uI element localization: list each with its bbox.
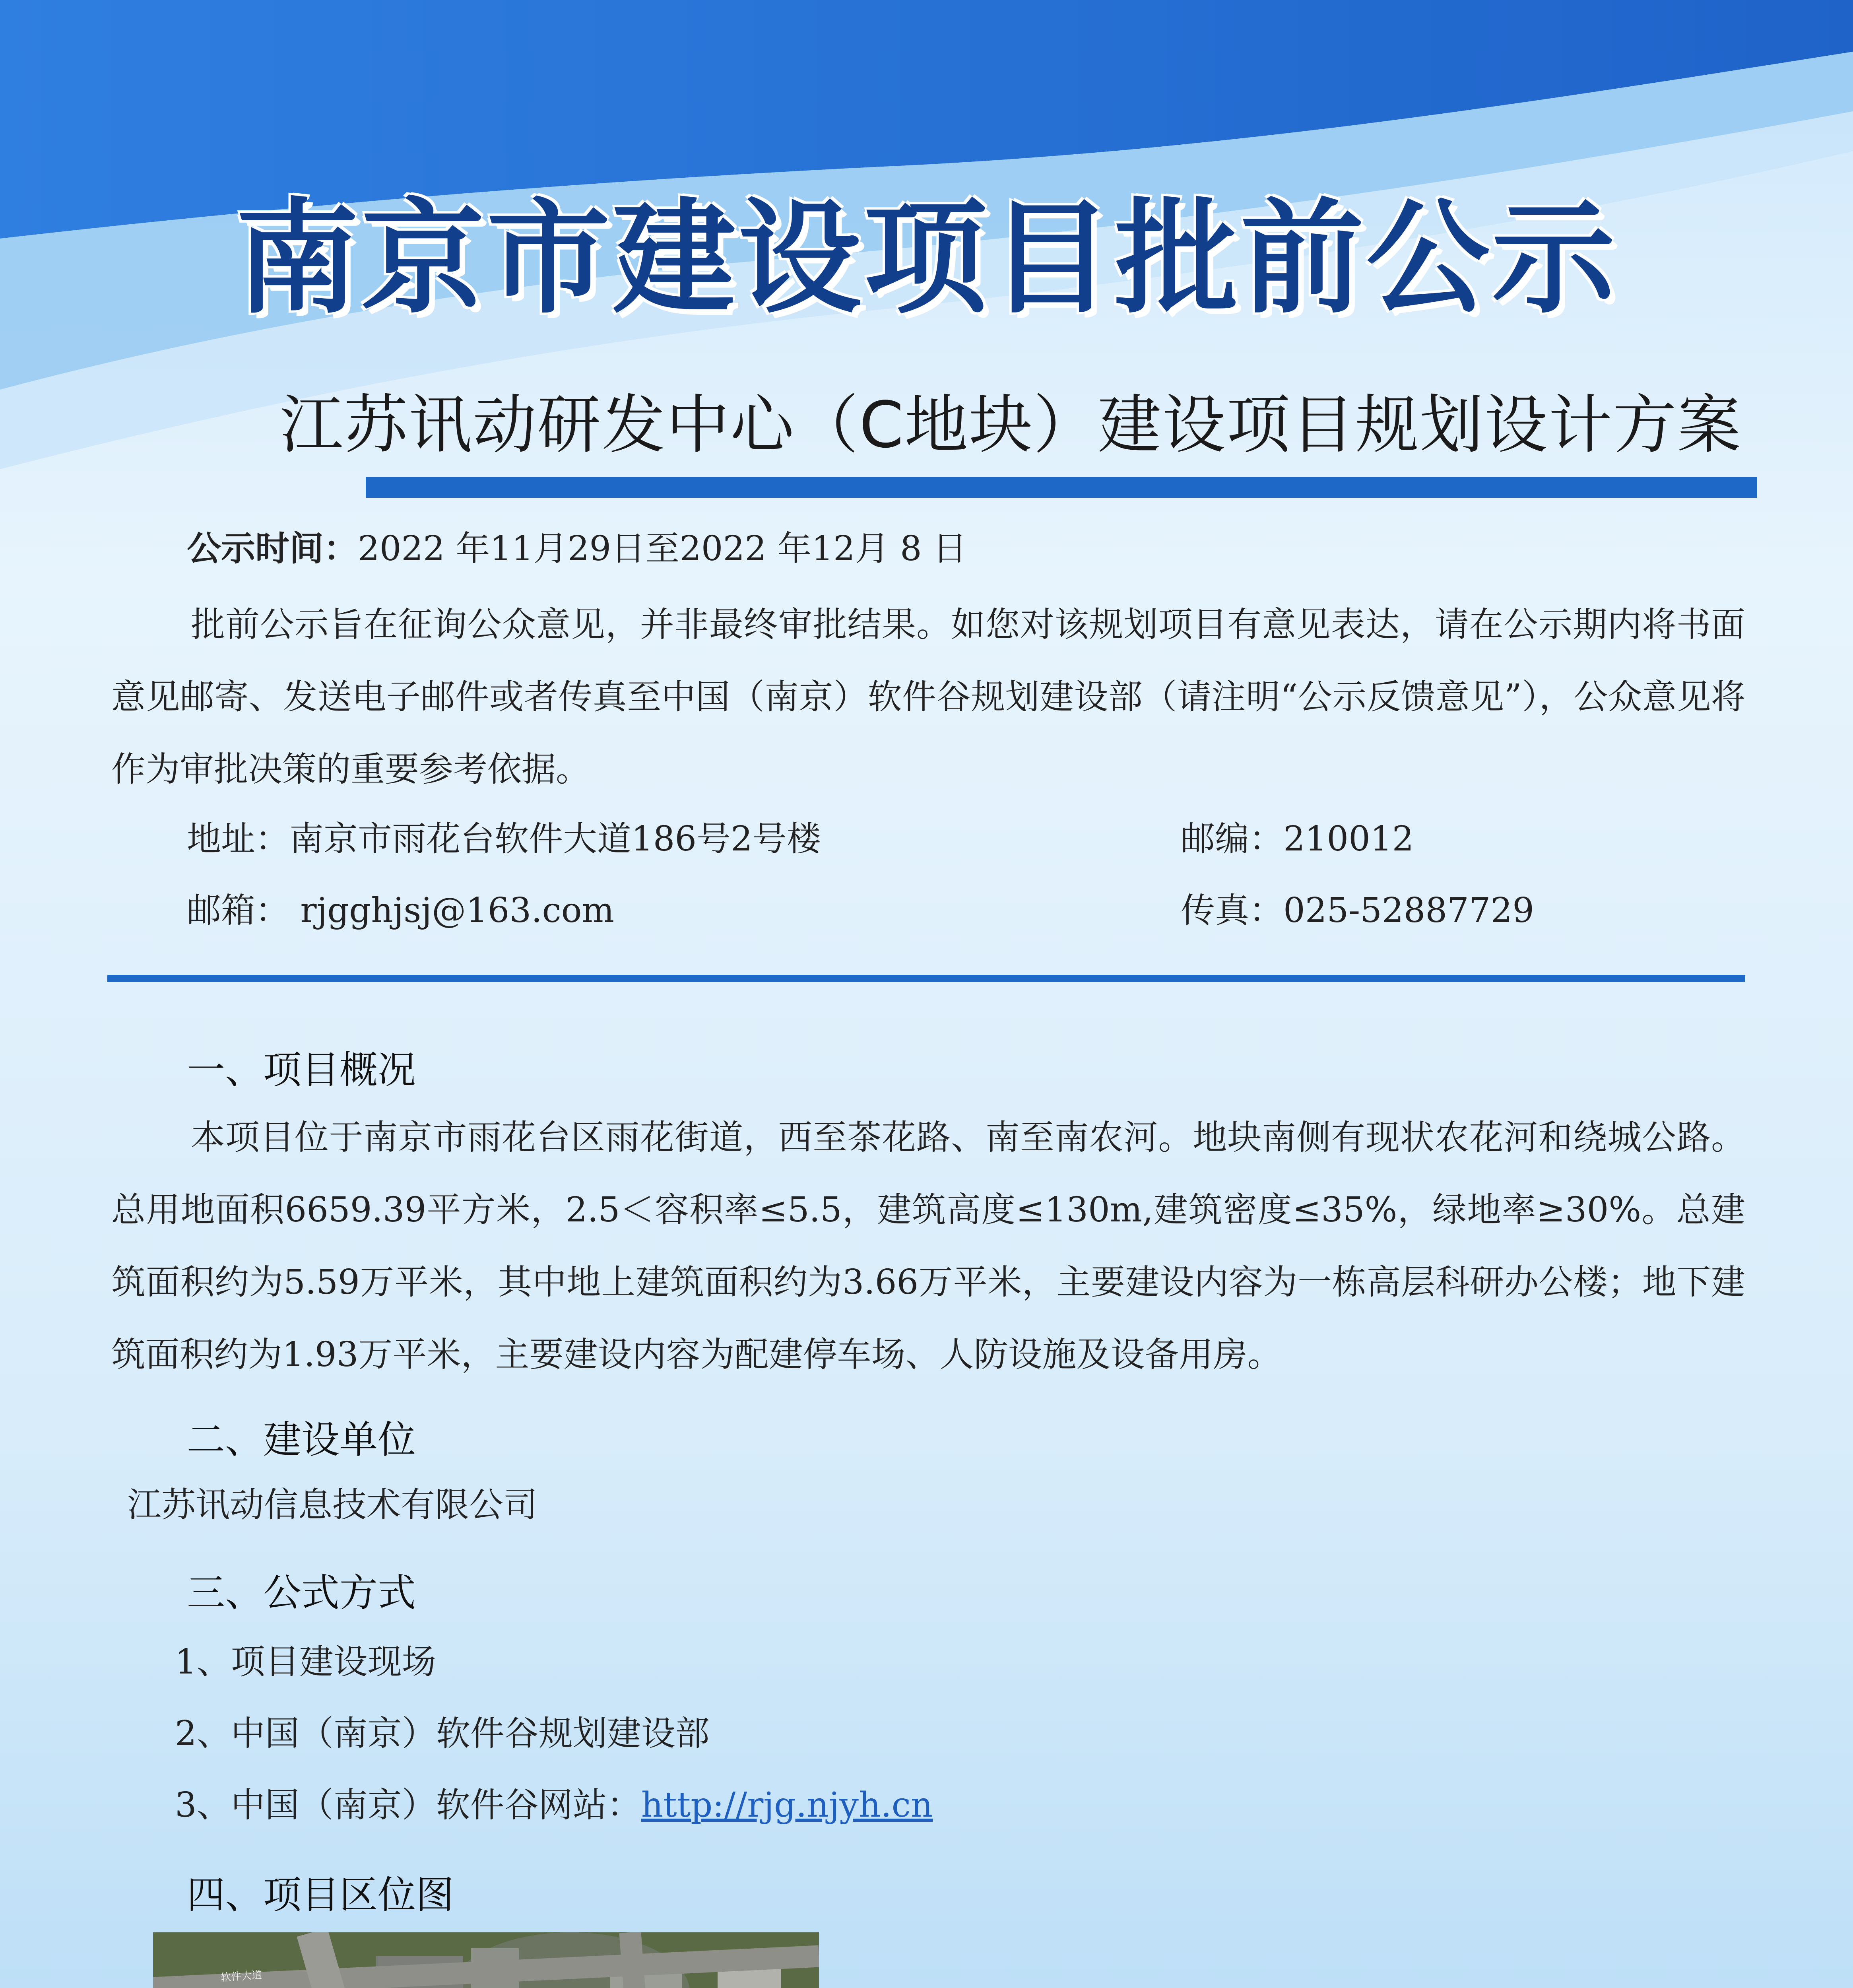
method-item-1: 1、项目建设现场 — [175, 1642, 436, 1682]
location-heading: 四、项目区位图 — [187, 1873, 454, 1917]
address-text: 地址：南京市雨花台软件大道186号2号楼 — [187, 819, 821, 859]
project-subtitle: 江苏讯动研发中心（C地块）建设项目规划设计方案 — [279, 388, 1742, 462]
period-label: 公示时间： — [187, 529, 358, 569]
postcode-text: 邮编：210012 — [1181, 819, 1414, 859]
method-item-3-label: 3、中国（南京）软件谷网站： — [175, 1785, 641, 1825]
section-divider — [107, 975, 1745, 982]
fax-text: 传真：025-52887729 — [1181, 891, 1534, 930]
method-item-3 — [175, 1785, 933, 1825]
intro-paragraph: 批前公示旨在征询公众意见，并非最终审批结果。如您对该规划项目有意见表达，请在公示期内将书面意见邮寄、发送电子邮件或者传真至中国（南京）软件谷规划建设部（请注明“公示反馈意见”），公众意见将作为审批决策的重要参考依据。 — [111, 605, 1745, 789]
subtitle-underline — [366, 477, 1757, 498]
location-map — [153, 1932, 819, 1988]
overview-heading: 一、项目概况 — [187, 1048, 416, 1092]
website-link[interactable]: http://rjg.njyh.cn — [641, 1785, 933, 1825]
email-text: 邮箱： rjgghjsj@163.com — [187, 891, 615, 930]
overview-paragraph: 本项目位于南京市雨花台区雨花街道，西至茶花路、南至南农河。地块南侧有现状农花河和绕城公路。总用地面积6659.39平方米，2.5＜容积率≤5.5，建筑高度≤130m,建筑密度≤35%，绿地率≥30%。总建筑面积约为5.59万平米，其中地上建筑面积约为3.66万平米，主要建设内容为一栋高层科研办公楼；地下建筑面积约为1.93万平米，主要建设内容为配建停车场、人防设施及设备用房。 — [111, 1118, 1745, 1375]
methods-heading: 三、公式方式 — [187, 1571, 416, 1615]
road-label-software-avenue: 软件大道 — [220, 1969, 263, 1984]
method-item-2: 2、中国（南京）软件谷规划建设部 — [175, 1714, 710, 1753]
unit-name: 江苏讯动信息技术有限公司 — [127, 1485, 537, 1525]
page-title: 南京市建设项目批前公示 — [235, 186, 1618, 330]
period-value: 2022 年11月29日至2022 年12月 8 日 — [358, 529, 967, 569]
unit-heading: 二、建设单位 — [187, 1417, 416, 1462]
notice-period — [187, 529, 967, 569]
